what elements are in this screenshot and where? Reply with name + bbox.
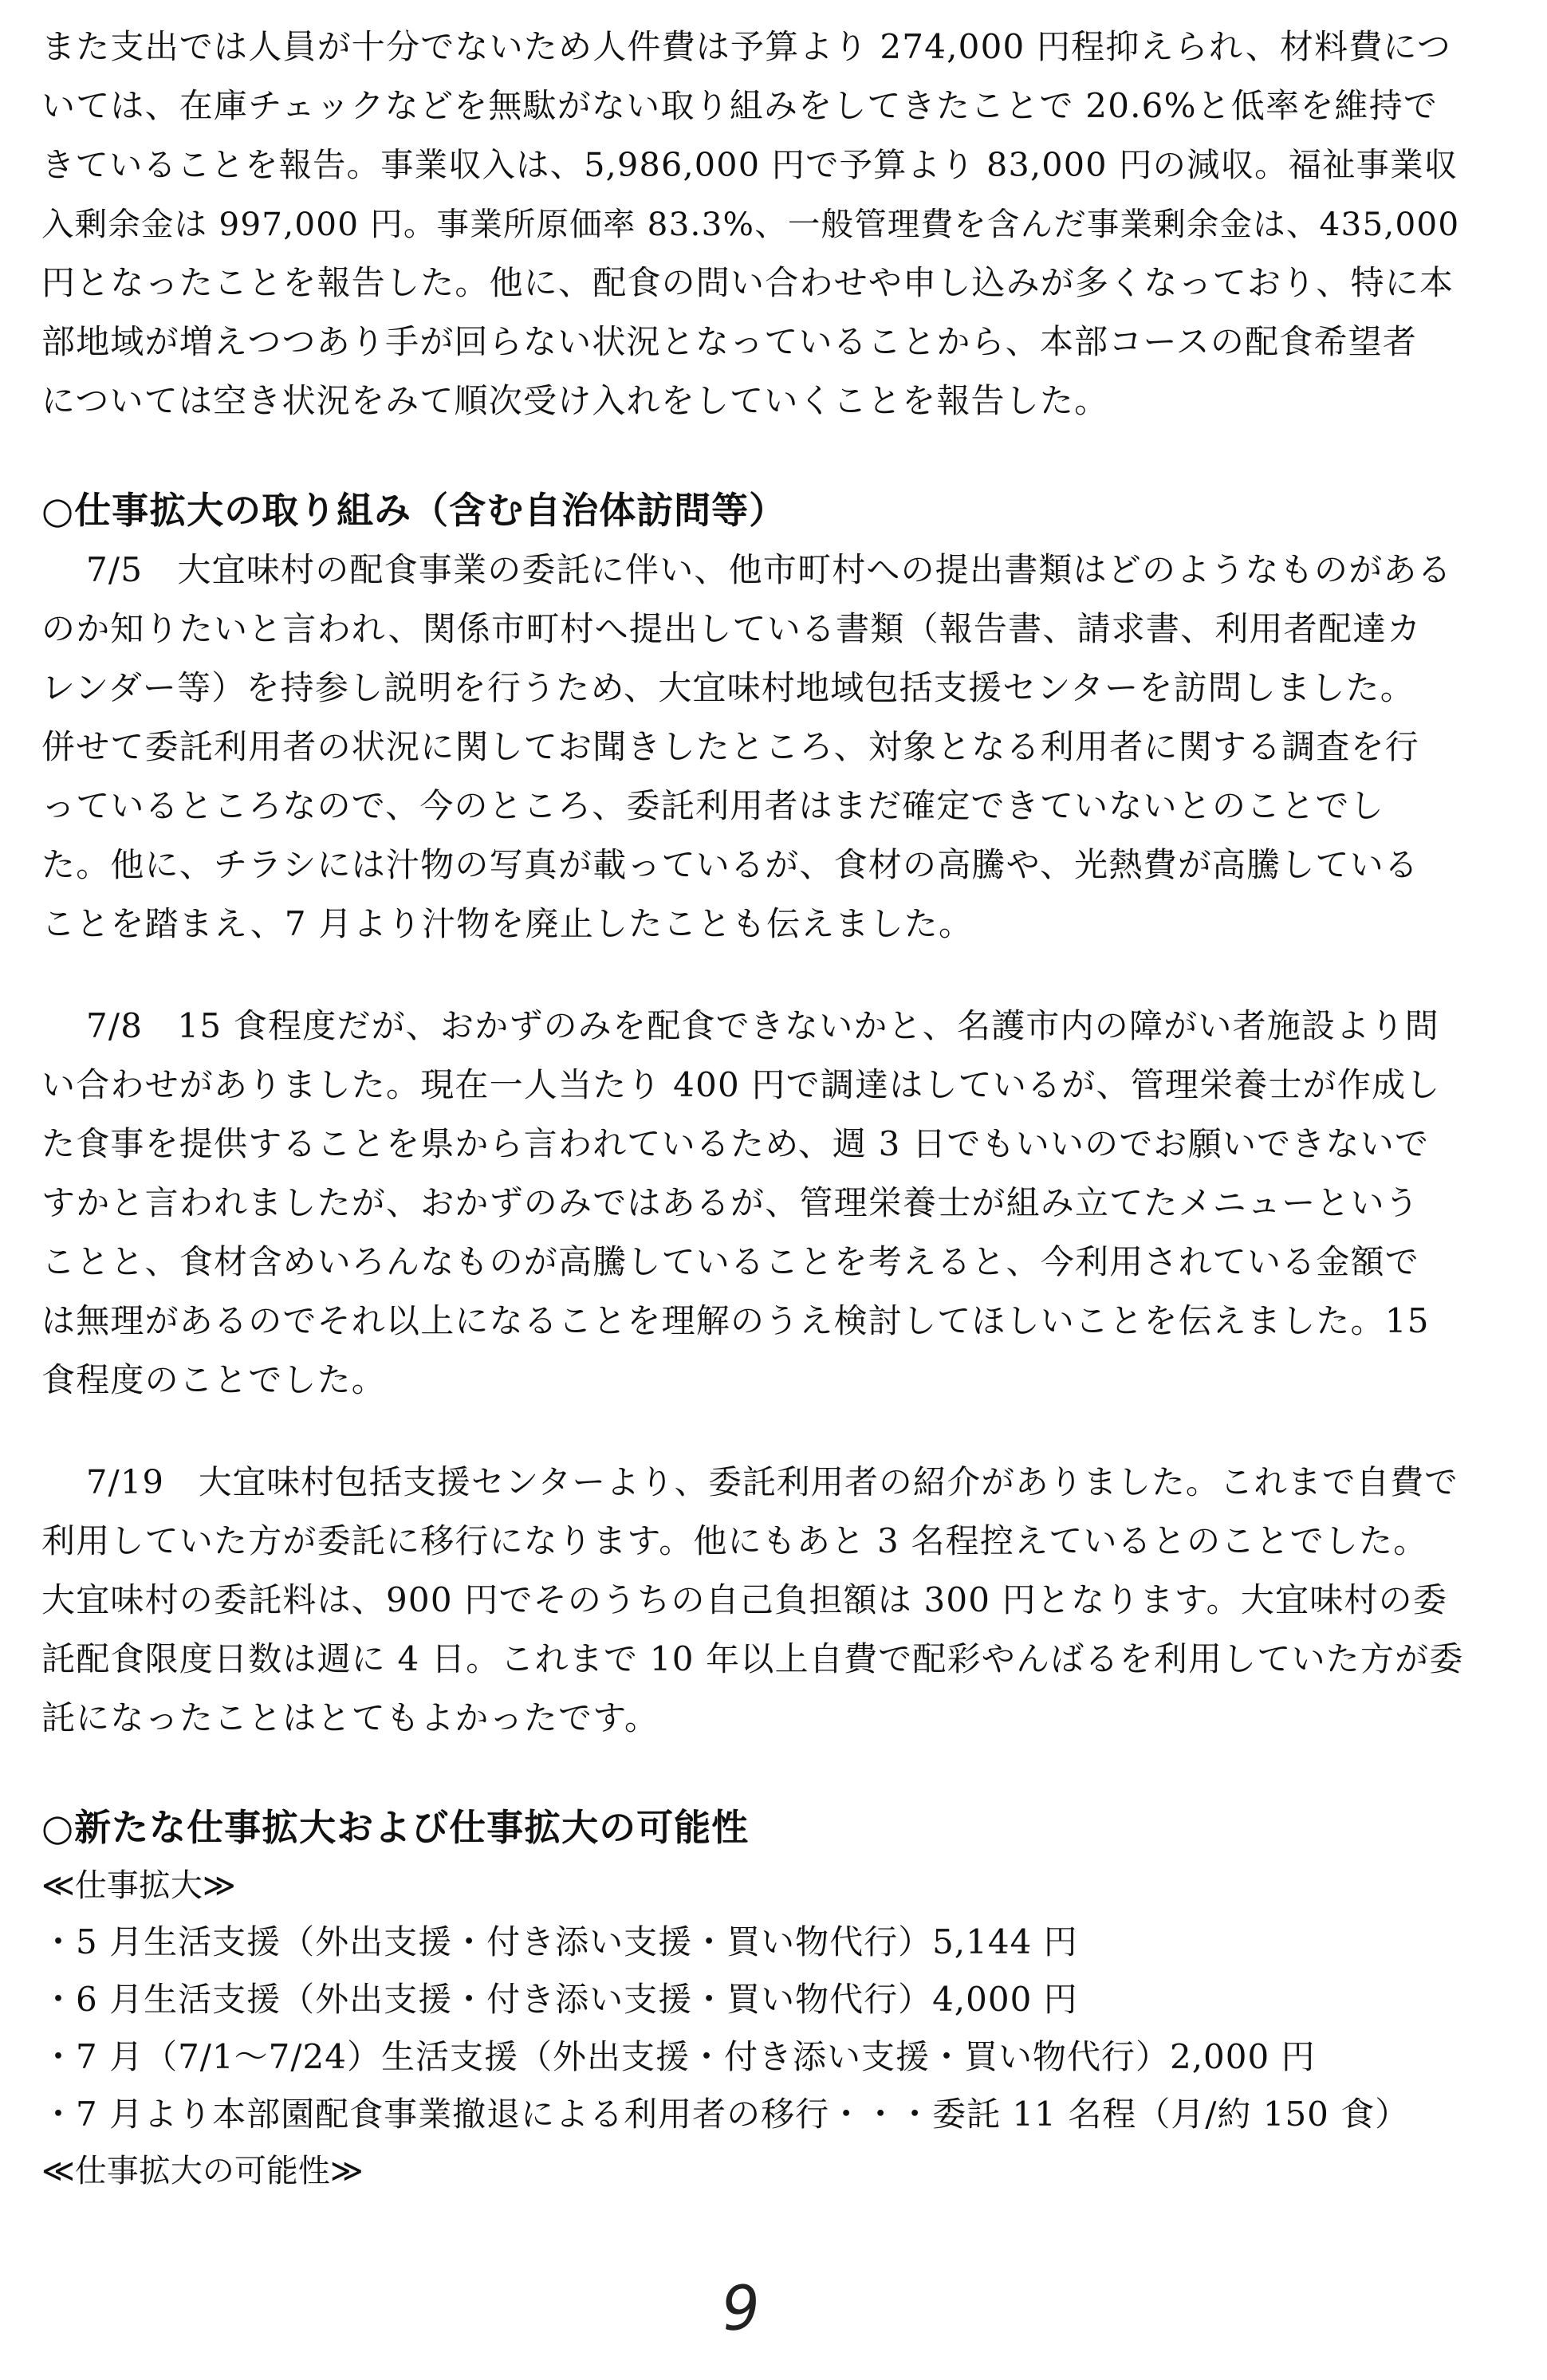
text-line: については空き状況をみて順次受け入れをしていくことを報告した。: [41, 381, 1109, 420]
text-line: レンダー等）を持参し説明を行うため、大宜味村地域包括支援センターを訪問しました。: [41, 668, 1415, 707]
section-heading-new-expansion: ○新たな仕事拡大および仕事拡大の可能性: [41, 1806, 750, 1849]
subheading-expansion-possibility: ≪仕事拡大の可能性≫: [41, 2153, 364, 2189]
text-line: た。他に、チラシには汁物の写真が載っているが、食材の高騰や、光熱費が高騰している: [41, 845, 1419, 884]
text-line: は無理があるのでそれ以上になることを理解のうえ検討してほしいことを伝えました。15: [41, 1301, 1430, 1340]
text-line: 託になったことはとてもよかったです。: [41, 1698, 659, 1737]
spacer: [41, 954, 1465, 997]
text-line: のか知りたいと言われ、関係市町村へ提出している書類（報告書、請求書、利用者配達カ: [41, 609, 1422, 648]
text-line: 7/8 15 食程度だが、おかずのみを配食できないかと、名護市内の障がい者施設より問: [86, 1006, 1439, 1045]
text-line: 託配食限度日数は週に 4 日。これまで 10 年以上自費で配彩やんばるを利用していた方が委: [41, 1639, 1464, 1678]
text-line: 円となったことを報告した。他に、配食の問い合わせや申し込みが多くなっており、特に本: [41, 263, 1454, 302]
intro-paragraph: [41, 18, 1465, 431]
text-line: きていることを報告。事業収入は、5,986,000 円で予算より 83,000 円の減収。福祉事業収: [41, 146, 1458, 184]
text-line: 7/5 大宜味村の配食事業の委託に伴い、他市町村への提出書類はどのようなものがある: [86, 550, 1452, 589]
list-item: ・7 月より本部園配食事業撤退による利用者の移行・・・委託 11 名程（月/約 150 食）: [41, 2095, 1410, 2134]
spacer: [41, 1410, 1465, 1453]
text-line: ことを踏まえ、7 月より汁物を廃止したことも伝えました。: [41, 904, 974, 943]
text-line: 7/19 大宜味村包括支援センターより、委託利用者の紹介がありました。これまで自費で: [86, 1462, 1458, 1501]
text-line: 利用していた方が委託に移行になります。他にもあと 3 名程控えているとのことでした。: [41, 1521, 1428, 1560]
list-item: ・7 月（7/1～7/24）生活支援（外出支援・付き添い支援・買い物代行）2,000 円: [41, 2037, 1316, 2076]
text-line: ことと、食材含めいろんなものが高騰していることを考えると、今利用されている金額で: [41, 1242, 1420, 1281]
entry-0719: [41, 1453, 1465, 1748]
list-item: ・6 月生活支援（外出支援・付き添い支援・買い物代行）4,000 円: [41, 1980, 1078, 2019]
text-line: い合わせがありました。現在一人当たり 400 円で調達はしているが、管理栄養士が作成し: [41, 1065, 1441, 1104]
text-line: 入剰余金は 997,000 円。事業所原価率 83.3%、一般管理費を含んだ事業剰余金は、435,000: [41, 205, 1460, 243]
text-line: 部地域が増えつつあり手が回らない状況となっていることから、本部コースの配食希望者: [41, 322, 1418, 361]
entry-0708: [41, 997, 1465, 1410]
text-line: っているところなので、今のところ、委託利用者はまだ確定できていないとのことでし: [41, 786, 1384, 825]
subheading-work-expansion: ≪仕事拡大≫: [41, 1867, 236, 1904]
section-heading-work-expansion: ○仕事拡大の取り組み（含む自治体訪問等）: [41, 489, 787, 532]
spacer: [41, 431, 1465, 480]
text-line: 食程度のことでした。: [41, 1360, 387, 1399]
spacer: [41, 1748, 1465, 1797]
entry-0705: [41, 541, 1465, 954]
page-number: 9: [718, 2271, 763, 2345]
text-line: いては、在庫チェックなどを無駄がない取り組みをしてきたことで 20.6%と低率を維持で: [41, 86, 1439, 125]
document-page: [41, 18, 1465, 2199]
text-line: すかと言われましたが、おかずのみではあるが、管理栄養士が組み立てたメニューという: [41, 1183, 1420, 1222]
text-line: 併せて委託利用者の状況に関してお聞きしたところ、対象となる利用者に関する調査を行: [41, 727, 1420, 766]
text-line: また支出では人員が十分でないため人件費は予算より 274,000 円程抑えられ、材料費につ: [41, 27, 1452, 66]
list-item: ・5 月生活支援（外出支援・付き添い支援・買い物代行）5,144 円: [41, 1922, 1078, 1961]
text-line: た食事を提供することを県から言われているため、週 3 日でもいいのでお願いできないで: [41, 1124, 1430, 1163]
text-line: 大宜味村の委託料は、900 円でそのうちの自己負担額は 300 円となります。大宜味村の委: [41, 1580, 1448, 1619]
